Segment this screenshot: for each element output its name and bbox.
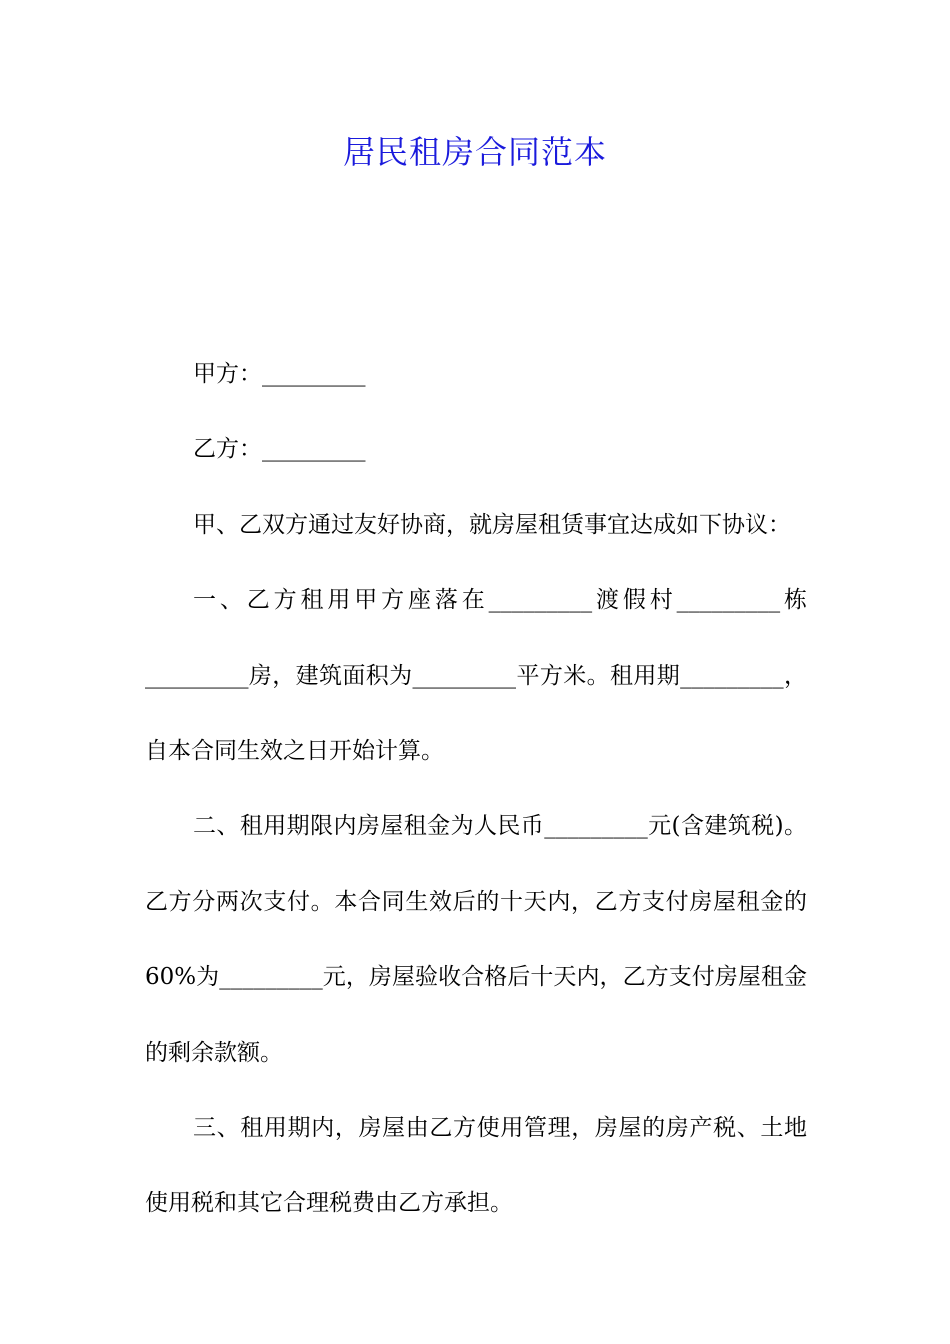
- clause-2: 二、租用期限内房屋租金为人民币_________元(含建筑税)。乙方分两次支付。本合同生效后的十天内，乙方支付房屋租金的60%为_________元，房屋验收合格后十天内，乙方支付房屋租金的剩余款额。: [145, 813, 807, 1066]
- party-a-line: 甲方：_________: [193, 361, 366, 387]
- party-b-line: 乙方：_________: [193, 436, 366, 463]
- document-title: 居民租房合同范本: [342, 133, 607, 171]
- agreement-intro: 甲、乙双方通过友好协商，就房屋租赁事宜达成如下协议：: [193, 511, 791, 538]
- clause-1: 一、乙方租用甲方座落在_________渡假村_________栋_________房，建筑面积为_________平方米。租用期_________，自本合同生效之日开始计算。: [145, 587, 807, 765]
- clause-3: 三、租用期内，房屋由乙方使用管理，房屋的房产税、土地使用税和其它合理税费由乙方承担。: [145, 1115, 807, 1217]
- document-body: [145, 337, 807, 1242]
